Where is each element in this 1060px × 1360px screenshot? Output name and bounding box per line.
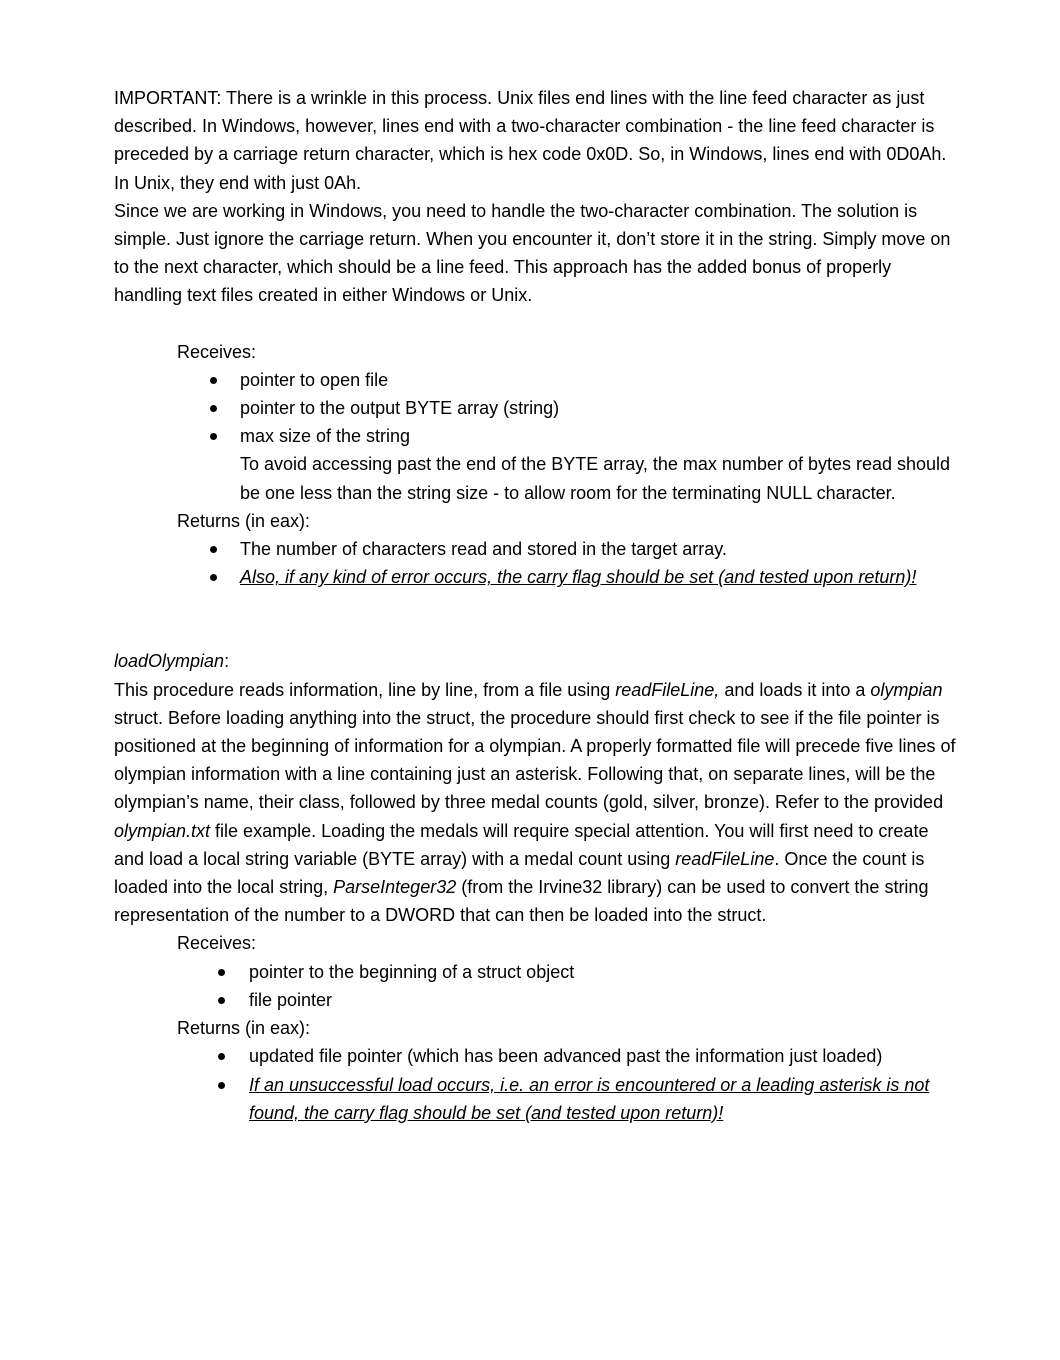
section-heading: loadOlympian: <box>114 651 230 672</box>
carry-flag-warning: If an unsuccessful load occurs, i.e. an error is encountered or a leading asterisk is not found, the carry flag should be set (and tested upon return)! <box>249 1074 930 1123</box>
list-item: pointer to the beginning of a struct object <box>114 958 960 986</box>
loadolympian-description: This procedure reads information, line by line, from a file using readFileLine, and loads it into a olympian struct. Before loading anything into the struct, the procedure should first check to see if the file pointer is positioned at the beginning of information for a olympian. A properly formatted file will precede five lines of olympian information with a line containing just an asterisk. Following that, on separate lines, will be the olympian’s name, their class, followed by three medal counts (gold, silver, bronze). Refer to the provided olympian.txt file example. Loading the medals will require special attention. You will first need to create and load a local string variable (BYTE array) with a medal count using readFileLine. Once the count is loaded into the local string, ParseInteger32 (from the Irvine32 library) can be used to convert the string representation of the number to a DWORD that can then be loaded into the struct. <box>114 679 956 926</box>
list-item: max size of the string To avoid accessing past the end of the BYTE array, the max number of bytes read should be one less than the string size - to allow room for the terminating NULL character. <box>114 422 960 507</box>
readfileline-receives-label: Receives: <box>177 341 257 362</box>
list-item <box>114 1071 960 1127</box>
loadolympian-receives-label: Receives: <box>177 933 257 954</box>
readfileline-returns-list <box>114 535 960 591</box>
list-item: updated file pointer (which has been advanced past the information just loaded) <box>114 1042 960 1070</box>
loadolympian-returns-list <box>114 1042 960 1127</box>
list-item: pointer to open file <box>114 366 960 394</box>
bullet-icon <box>218 1053 225 1060</box>
max-size-note: To avoid accessing past the end of the BYTE array, the max number of bytes read should be one less than the string size - to allow room for the terminating NULL character. <box>240 454 951 503</box>
bullet-icon <box>218 969 225 976</box>
loadolympian-receives-list <box>114 958 960 1014</box>
list-item: The number of characters read and stored in the target array. <box>114 535 960 563</box>
bullet-icon <box>210 546 217 553</box>
important-paragraph: IMPORTANT: There is a wrinkle in this process. Unix files end lines with the line feed character as just described. In Windows, however, lines end with a two-character combination - the line feed character is preceded by a carriage return character, which is hex code 0x0D. So, in Windows, lines end with 0D0Ah. In Unix, they end with just 0Ah. <box>114 88 947 193</box>
bullet-icon <box>210 433 217 440</box>
list-item: pointer to the output BYTE array (string) <box>114 394 960 422</box>
bullet-icon <box>210 574 217 581</box>
windows-paragraph: Since we are working in Windows, you need to handle the two-character combination. The solution is simple. Just ignore the carriage return. When you encounter it, don’t store it in the string. Simply move on to the next character, which should be a line feed. This approach has the added bonus of properly handling text files created in either Windows or Unix. <box>114 200 951 306</box>
list-item: file pointer <box>114 986 960 1014</box>
bullet-icon <box>218 1082 225 1089</box>
carry-flag-warning: Also, if any kind of error occurs, the carry flag should be set (and tested upon return)! <box>240 567 917 588</box>
readfileline-returns-label: Returns (in eax): <box>177 510 311 531</box>
bullet-icon <box>210 377 217 384</box>
loadolympian-returns-label: Returns (in eax): <box>177 1018 311 1039</box>
bullet-icon <box>210 405 217 412</box>
list-item <box>114 563 960 591</box>
readfileline-receives-list <box>114 366 960 507</box>
page-content <box>114 84 960 1127</box>
bullet-icon <box>218 997 225 1004</box>
